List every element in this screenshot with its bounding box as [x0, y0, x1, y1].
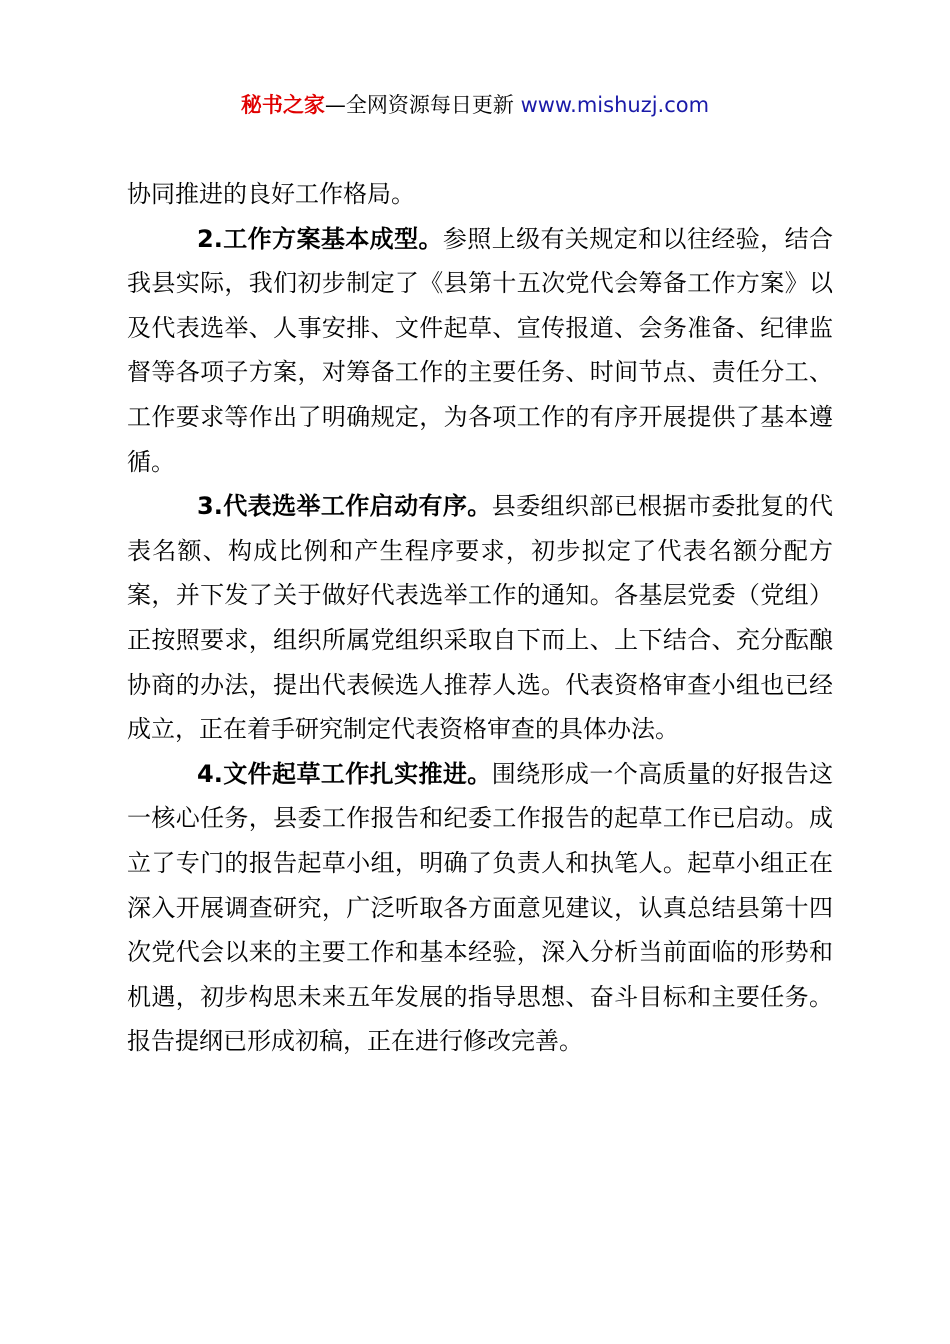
site-tagline: —全网资源每日更新 — [324, 93, 521, 117]
page-header — [0, 88, 950, 122]
paragraph-delegate-election — [127, 484, 833, 752]
paragraph-text: 县委组织部已根据市委批复的代表名额、构成比例和产生程序要求，初步拟定了代表名额分配方案，并下发了关于做好代表选举工作的通知。各基层党委（党组）正按照要求，组织所属党组织采取自下而上、上下结合、充分酝酿协商的办法，提出代表候选人推荐人选。代表资格审查小组也已经成立，正在着手研究制定代表资格审查的具体办法。 — [127, 492, 833, 744]
paragraph-heading: 3.代表选举工作启动有序。 — [197, 492, 492, 521]
paragraph-text: 围绕形成一个高质量的好报告这一核心任务，县委工作报告和纪委工作报告的起草工作已启动。成立了专门的报告起草小组，明确了负责人和执笔人。起草小组正在深入开展调查研究，广泛听取各方面意见建议，认真总结县第十四次党代会以来的主要工作和基本经验，深入分析当前面临的形势和机遇，初步构思未来五年发展的指导思想、奋斗目标和主要任务。报告提纲已形成初稿，正在进行修改完善。 — [127, 759, 833, 1056]
paragraph-heading: 2.工作方案基本成型。 — [197, 224, 443, 253]
paragraph-continuation — [127, 172, 833, 217]
paragraph-text: 参照上级有关规定和以往经验，结合我县实际，我们初步制定了《县第十五次党代会筹备工作方案》以及代表选举、人事安排、文件起草、宣传报道、会务准备、纪律监督等各项子方案，对筹备工作的主要任务、时间节点、责任分工、工作要求等作出了明确规定，为各项工作的有序开展提供了基本遵循。 — [127, 224, 833, 476]
site-url[interactable]: www.mishuzj.com — [520, 93, 710, 117]
paragraph-text: 协同推进的良好工作格局。 — [127, 180, 415, 208]
paragraph-document-drafting — [127, 752, 833, 1064]
paragraph-heading: 4.文件起草工作扎实推进。 — [197, 759, 492, 788]
site-brand: 秘书之家 — [240, 93, 325, 117]
paragraph-work-plan — [127, 217, 833, 485]
document-body — [127, 172, 833, 1064]
